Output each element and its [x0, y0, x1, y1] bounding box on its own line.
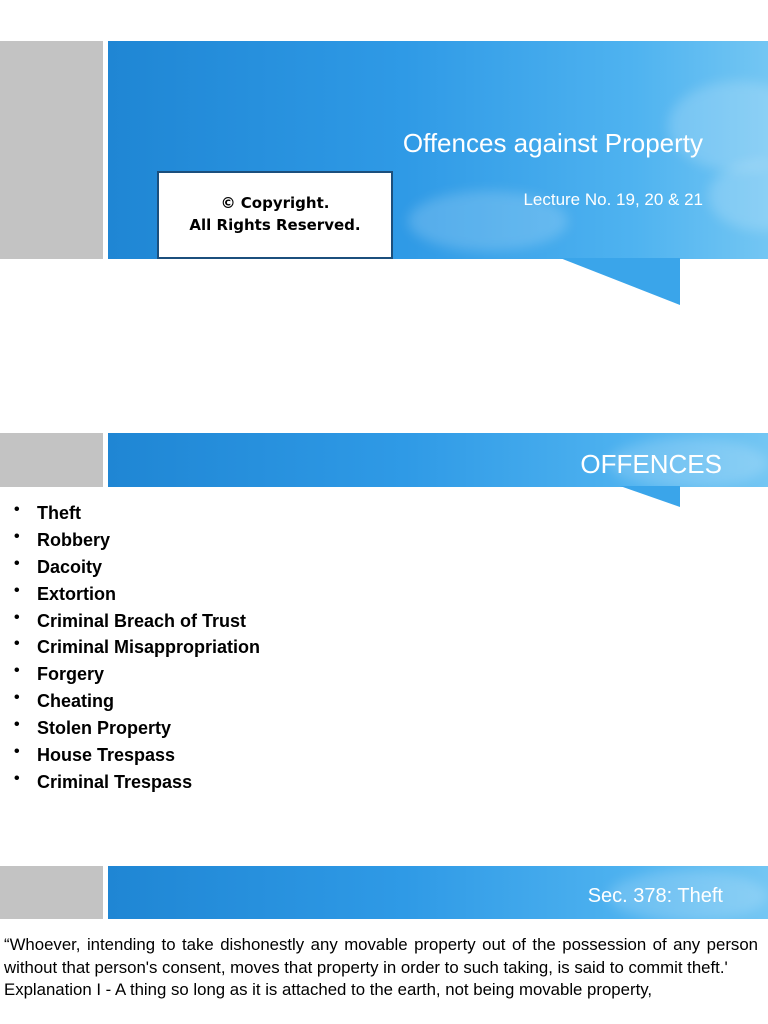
offences-heading: OFFENCES [580, 449, 722, 479]
list-item: • Forgery [14, 662, 105, 685]
list-item: • Cheating [14, 689, 115, 712]
lecture-subtitle: Lecture No. 19, 20 & 21 [523, 190, 703, 209]
offences-list [14, 501, 260, 797]
explanation-paragraph: Explanation I - A thing so long as it is attached to the earth, not being movable property, [4, 980, 653, 999]
gray-side-block [0, 866, 103, 919]
copyright-notice [157, 171, 393, 259]
definition-paragraph: “Whoever, intending to take dishonestly any movable property out of the possession of any person without that person's consent, moves that property in order to such taking, is said to commit theft.' [4, 935, 758, 977]
list-item: • Dacoity [14, 554, 103, 577]
list-item-label: Robbery [37, 529, 111, 550]
list-item-label: Theft [37, 503, 81, 523]
list-item-label: Forgery [37, 664, 105, 685]
list-item-label: Criminal Trespass [37, 771, 193, 792]
list-item: • Stolen Property [14, 716, 172, 739]
list-item-label: Criminal Misappropriation [37, 637, 261, 658]
gray-side-block [0, 41, 103, 259]
list-item: • Criminal Breach of Trust [14, 608, 247, 631]
section-text [4, 934, 758, 1002]
copyright-line-1: © Copyright. [220, 194, 330, 212]
list-item: • Criminal Trespass [14, 769, 193, 792]
list-item: • House Trespass [14, 743, 176, 766]
section-heading: Sec. 378: Theft [587, 885, 723, 907]
list-item-label: House Trespass [37, 745, 176, 766]
list-item: • Theft [14, 501, 81, 523]
list-item: • Extortion [14, 581, 116, 604]
list-item-label: Stolen Property [37, 718, 172, 739]
list-item-label: Criminal Breach of Trust [37, 610, 247, 631]
slide-title [0, 0, 768, 310]
copyright-line-2: All Rights Reserved. [189, 216, 361, 234]
banner-tail [560, 258, 685, 306]
list-item-label: Cheating [37, 691, 115, 712]
list-item-label: Extortion [37, 583, 116, 604]
list-item: • Criminal Misappropriation [14, 635, 261, 658]
banner-tail [620, 486, 682, 508]
list-item-label: Dacoity [37, 556, 103, 577]
presentation-title: Offences against Property [402, 128, 703, 158]
list-item: • Robbery [14, 527, 111, 550]
gray-side-block [0, 433, 103, 487]
